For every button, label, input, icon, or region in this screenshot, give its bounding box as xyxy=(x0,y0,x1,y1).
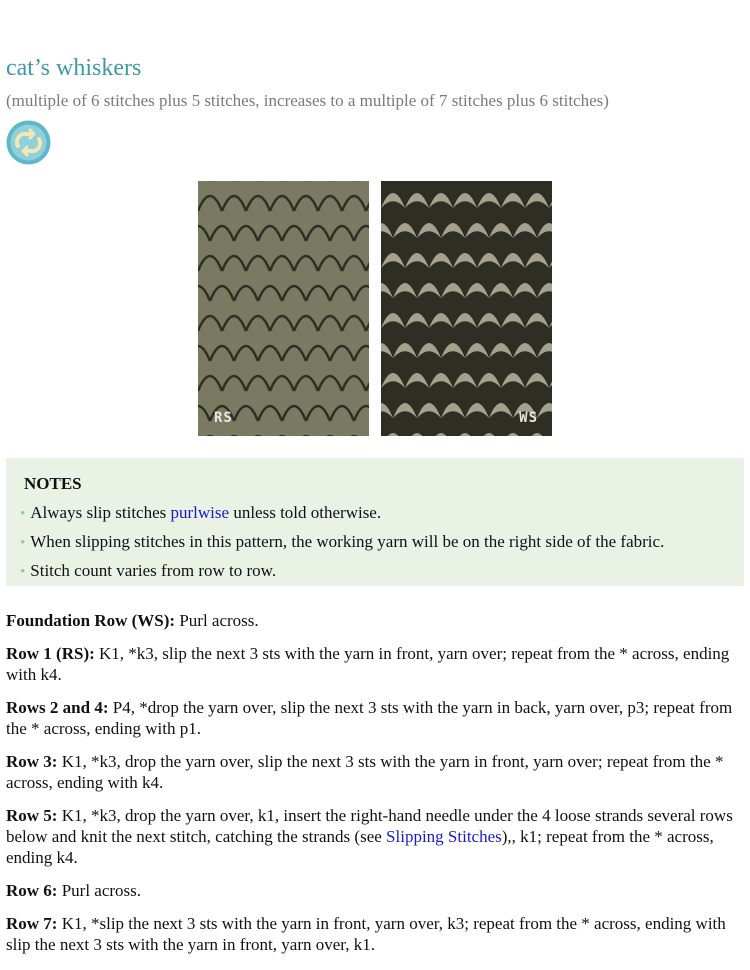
instruction-row: Rows 2 and 4: P4, *drop the yarn over, slip the next 3 sts with the yarn in back, yarn over, p3; repeat from the * across, ending with p1. xyxy=(6,698,733,738)
slip-stitch-logo-icon xyxy=(6,120,51,165)
instruction-row: Row 3: K1, *k3, drop the yarn over, slip the next 3 sts with the yarn in front, yarn over; repeat from the * across, ending with k4. xyxy=(6,752,724,792)
row-label: Row 1 (RS): xyxy=(6,644,95,663)
row-label: Row 6: xyxy=(6,881,58,900)
notes-box xyxy=(6,458,744,586)
row-label: Row 5: xyxy=(6,806,58,825)
note-item: • Stitch count varies from row to row. xyxy=(20,561,277,580)
pattern-instructions xyxy=(6,610,744,967)
row-label: Row 7: xyxy=(6,914,58,933)
note-item: • Always slip stitches purlwise unless told otherwise. xyxy=(20,503,382,522)
pattern-subtitle: (multiple of 6 stitches plus 5 stitches, increases to a multiple of 7 stitches plus 6 stitches) xyxy=(6,91,609,110)
swatch-ws-label: WS xyxy=(519,410,538,426)
bullet-icon: • xyxy=(20,564,26,580)
instruction-row: Row 1 (RS): K1, *k3, slip the next 3 sts with the yarn in front, yarn over; repeat from the * across, ending with k4. xyxy=(6,644,730,684)
instruction-row: Foundation Row (WS): Purl across. xyxy=(6,611,259,630)
swatch-ws-photo xyxy=(381,181,552,436)
notes-list xyxy=(20,499,664,586)
bullet-icon: • xyxy=(20,506,26,522)
notes-heading: NOTES xyxy=(24,474,82,493)
row-label: Foundation Row (WS): xyxy=(6,611,176,630)
instruction-row: Row 5: K1, *k3, drop the yarn over, k1, insert the right-hand needle under the 4 loose strands several rows below and knit the next stitch, catching the strands (see Slipping Stitches),, k1; repeat from the * across, ending k4. xyxy=(6,806,733,867)
swatch-rs-photo xyxy=(198,181,369,436)
swatch-rs-label: RS xyxy=(214,410,233,426)
purlwise-link[interactable]: purlwise xyxy=(170,503,230,522)
row-label: Row 3: xyxy=(6,752,58,771)
pattern-title: cat’s whiskers xyxy=(6,55,142,81)
slipping-stitches-link[interactable]: Slipping Stitches xyxy=(386,827,502,846)
instruction-row: Row 6: Purl across. xyxy=(6,881,142,900)
instruction-row: Row 7: K1, *slip the next 3 sts with the yarn in front, yarn over, k3; repeat from the * across, ending with slip the next 3 sts with the yarn in front, yarn over, k1. xyxy=(6,914,726,954)
row-label: Rows 2 and 4: xyxy=(6,698,109,717)
note-item: • When slipping stitches in this pattern, the working yarn will be on the right side of the fabric. xyxy=(20,532,665,551)
bullet-icon: • xyxy=(20,535,26,551)
